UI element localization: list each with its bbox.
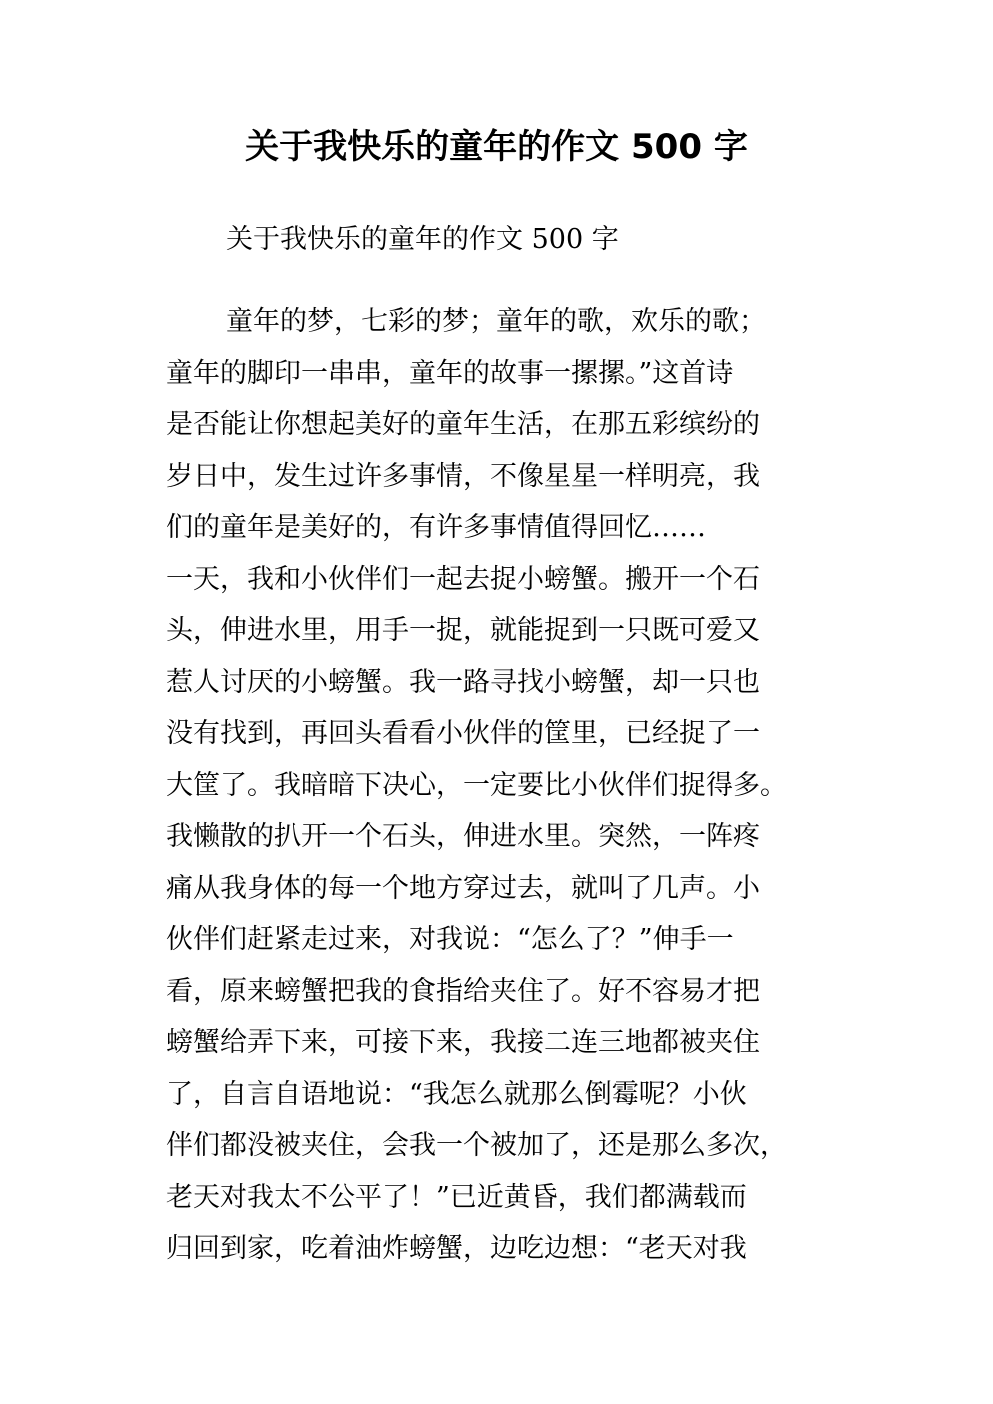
paragraph-line: 童年的脚印一串串，童年的故事一摞摞。”这首诗 xyxy=(166,358,734,389)
document-title: 关于我快乐的童年的作文 500 字 xyxy=(245,127,748,167)
document-subtitle: 关于我快乐的童年的作文 500 字 xyxy=(226,224,619,255)
paragraph-line: 头，伸进水里，用手一捉，就能捉到一只既可爱又 xyxy=(166,615,760,646)
paragraph-line: 我懒散的扒开一个石头，伸进水里。突然，一阵疼 xyxy=(166,821,760,852)
paragraph-line: 们的童年是美好的，有许多事情值得回忆…… xyxy=(166,512,706,543)
paragraph-line: 是否能让你想起美好的童年生活，在那五彩缤纷的 xyxy=(166,409,760,440)
paragraph-line: 岁日中，发生过许多事情，不像星星一样明亮，我 xyxy=(166,461,760,492)
paragraph-line: 伙伴们赶紧走过来，对我说：“怎么了？”伸手一 xyxy=(166,924,734,955)
paragraph-line: 螃蟹给弄下来，可接下来，我接二连三地都被夹住 xyxy=(166,1027,760,1058)
paragraph-line: 童年的梦，七彩的梦；童年的歌，欢乐的歌； xyxy=(226,306,766,337)
paragraph-line: 痛从我身体的每一个地方穿过去，就叫了几声。小 xyxy=(166,873,760,904)
paragraph-line: 了，自言自语地说：“我怎么就那么倒霉呢？小伙 xyxy=(166,1079,747,1110)
paragraph-line: 一天，我和小伙伴们一起去捉小螃蟹。搬开一个石 xyxy=(166,564,760,595)
paragraph-line: 惹人讨厌的小螃蟹。我一路寻找小螃蟹，却一只也 xyxy=(166,667,760,698)
paragraph-line: 大筐了。我暗暗下决心，一定要比小伙伴们捉得多。 xyxy=(166,770,787,801)
paragraph-line: 老天对我太不公平了！”已近黄昏，我们都满载而 xyxy=(166,1182,747,1213)
paragraph-line: 归回到家，吃着油炸螃蟹，边吃边想：“老天对我 xyxy=(166,1233,747,1264)
paragraph-line: 看，原来螃蟹把我的食指给夹住了。好不容易才把 xyxy=(166,976,760,1007)
paragraph-line: 没有找到，再回头看看小伙伴的筐里，已经捉了一 xyxy=(166,718,760,749)
paragraph-line: 伴们都没被夹住，会我一个被加了，还是那么多次， xyxy=(166,1130,787,1161)
